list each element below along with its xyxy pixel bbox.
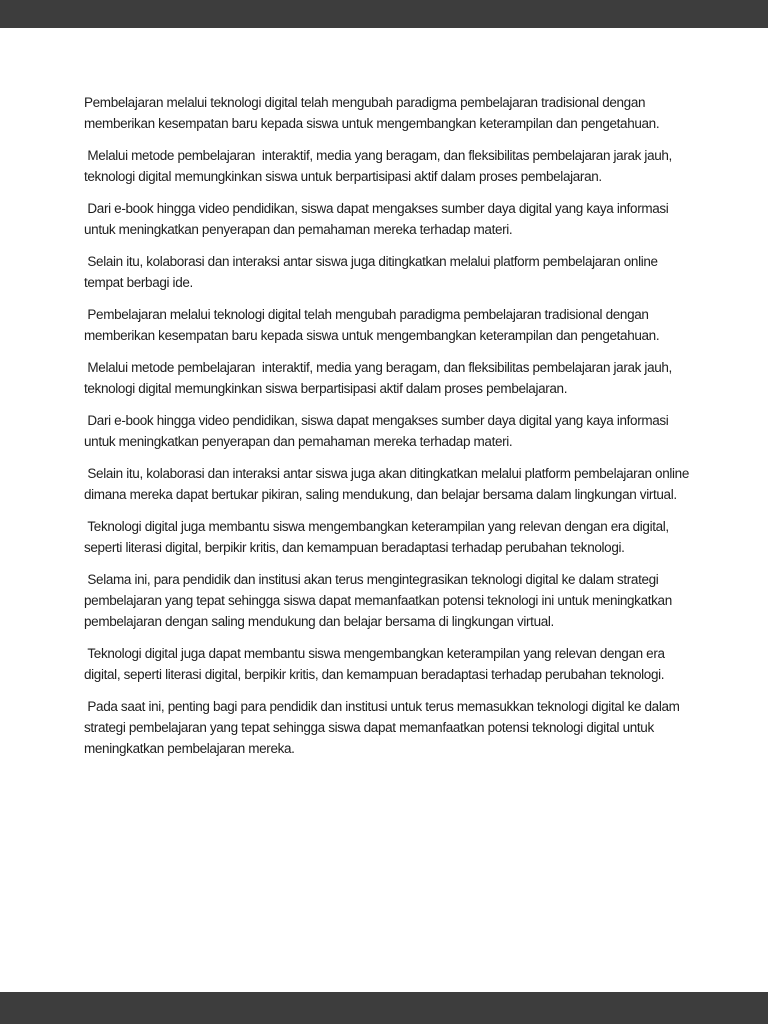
paragraph-3: Dari e-book hingga video pendidikan, siswa dapat mengakses sumber daya digital yang kaya informasi untuk meningkatkan penyerapan dan pemahaman mereka terhadap materi. [84, 201, 672, 237]
paragraph-5: Pembelajaran melalui teknologi digital telah mengubah paradigma pembelajaran tradisional dengan memberikan kesempatan baru kepada siswa untuk mengembangkan keterampilan dan pengetahuan. [84, 307, 660, 343]
paragraph-1: Pembelajaran melalui teknologi digital telah mengubah paradigma pembelajaran tradisional dengan memberikan kesempatan baru kepada siswa untuk mengembangkan keterampilan dan pengetahuan. [84, 95, 660, 131]
paragraph-9: Teknologi digital juga membantu siswa mengembangkan keterampilan yang relevan dengan era digital, seperti literasi digital, berpikir kritis, dan kemampuan beradaptasi terhadap perubahan teknologi. [84, 519, 673, 555]
paragraph-4: Selain itu, kolaborasi dan interaksi antar siswa juga ditingkatkan melalui platform pembelajaran online tempat berbagi ide. [84, 254, 662, 290]
page-content [0, 28, 768, 992]
paragraph-8: Selain itu, kolaborasi dan interaksi antar siswa juga akan ditingkatkan melalui platform pembelajaran online dimana mereka dapat bertukar pikiran, saling mendukung, dan belajar bersama dalam lingkungan virtual. [84, 466, 693, 502]
paragraph-11: Teknologi digital juga dapat membantu siswa mengembangkan keterampilan yang relevan dengan era digital, seperti literasi digital, berpikir kritis, dan kemampuan beradaptasi terhadap perubahan teknologi. [84, 646, 669, 682]
paragraph-10: Selama ini, para pendidik dan institusi akan terus mengintegrasikan teknologi digital ke dalam strategi pembelajaran yang tepat sehingga siswa dapat memanfaatkan potensi teknologi ini untuk meningkatkan pembelajaran dengan saling mendukung dan belajar bersama di lingkungan virtual. [84, 572, 676, 629]
paragraph-7: Dari e-book hingga video pendidikan, siswa dapat mengakses sumber daya digital yang kaya informasi untuk meningkatkan penyerapan dan pemahaman mereka terhadap materi. [84, 413, 672, 449]
paragraph-6: Melalui metode pembelajaran interaktif, media yang beragam, dan fleksibilitas pembelajaran jarak jauh, teknologi digital memungkinkan siswa berpartisipasi aktif dalam proses pembelajaran. [84, 360, 676, 396]
paragraph-2: Melalui metode pembelajaran interaktif, media yang beragam, dan fleksibilitas pembelajaran jarak jauh, teknologi digital memungkinkan siswa untuk berpartisipasi aktif dalam proses pembelajaran. [84, 148, 676, 184]
paragraph-12: Pada saat ini, penting bagi para pendidik dan institusi untuk terus memasukkan teknologi digital ke dalam strategi pembelajaran yang tepat sehingga siswa dapat memanfaatkan potensi teknologi digital untuk meningkatkan pembelajaran mereka. [84, 699, 683, 756]
document-page [0, 28, 768, 992]
